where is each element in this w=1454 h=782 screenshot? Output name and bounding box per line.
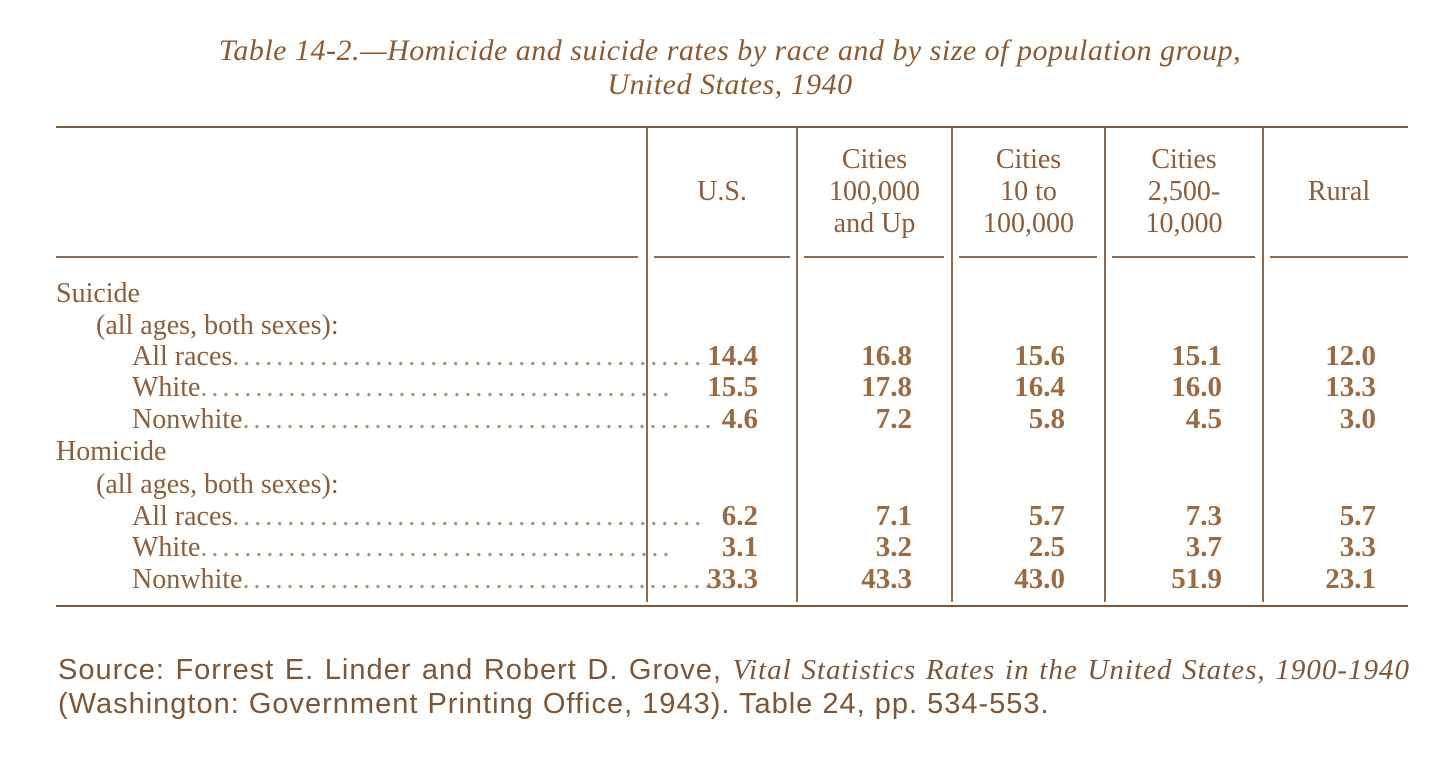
- table-bottom-rule: [56, 605, 1408, 607]
- table-cell: 13.3: [1325, 371, 1376, 403]
- caption-line-2: United States, 1940: [607, 68, 853, 101]
- table-cell: 14.4: [707, 340, 758, 372]
- table-cell: 3.1: [721, 531, 758, 563]
- column-header-cities-100000-up: Cities 100,000 and Up: [829, 144, 920, 239]
- table-cell: 7.2: [875, 403, 912, 435]
- table-cell: 15.6: [1014, 340, 1065, 372]
- row-label-white: White...........................................: [132, 532, 674, 563]
- table-caption: [60, 34, 1400, 102]
- column-header-cities-10-to-100000: Cities 10 to 100,000: [983, 144, 1074, 239]
- row-label-all-ages: (all ages, both sexes):: [96, 469, 339, 500]
- table-cell: 17.8: [861, 371, 912, 403]
- source-prefix: Source: Forrest E. Linder and Robert D. Grove,: [58, 654, 733, 686]
- row-label-white: White...........................................: [132, 372, 674, 403]
- table-cell: 5.7: [1028, 500, 1065, 532]
- table-cell: 3.7: [1185, 531, 1222, 563]
- table-top-rule: [56, 126, 1408, 128]
- table-cell: 16.0: [1171, 371, 1222, 403]
- row-label-suicide: Suicide: [56, 278, 140, 309]
- table-cell: 3.0: [1339, 403, 1376, 435]
- table-cell: 6.2: [721, 500, 758, 532]
- source-note: [58, 653, 1410, 721]
- table-cell: 7.3: [1185, 500, 1222, 532]
- table-cell: 15.1: [1171, 340, 1222, 372]
- header-bottom-rule: [654, 256, 790, 258]
- header-bottom-rule: [804, 256, 944, 258]
- table-cell: 23.1: [1325, 563, 1376, 595]
- column-header-us: U.S.: [697, 176, 747, 207]
- header-bottom-rule: [1112, 256, 1255, 258]
- table-cell: 15.5: [707, 371, 758, 403]
- table-cell: 16.4: [1014, 371, 1065, 403]
- row-label-all-races: All races...........................................: [132, 501, 706, 532]
- column-header-rural: Rural: [1307, 176, 1371, 207]
- caption-line-1: Table 14-2.—Homicide and suicide rates by race and by size of population group,: [218, 34, 1242, 67]
- table-cell: 3.2: [875, 531, 912, 563]
- table-cell: 43.3: [861, 563, 912, 595]
- source-title: Vital Statistics Rates in the United States, 1900-1940: [732, 654, 1411, 686]
- table-cell: 4.5: [1185, 403, 1222, 435]
- table-cell: 3.3: [1339, 531, 1376, 563]
- table-cell: 43.0: [1014, 563, 1065, 595]
- row-label-all-ages: (all ages, both sexes):: [96, 310, 339, 341]
- table-cell: 5.8: [1028, 403, 1065, 435]
- table-cell: 33.3: [707, 563, 758, 595]
- row-label-homicide: Homicide: [56, 436, 167, 467]
- table-cell: 4.6: [721, 403, 758, 435]
- source-suffix: (Washington: Government Printing Office, 1943). Table 24, pp. 534-553.: [58, 688, 1050, 720]
- row-label-nonwhite: Nonwhite...........................................: [132, 404, 716, 435]
- header-bottom-rule: [56, 256, 638, 258]
- table-cell: 12.0: [1325, 340, 1376, 372]
- table-cell: 16.8: [861, 340, 912, 372]
- column-header-cities-2500-10000: Cities 2,500- 10,000: [1145, 144, 1223, 239]
- table-cell: 5.7: [1339, 500, 1376, 532]
- table-cell: 2.5: [1028, 531, 1065, 563]
- table-cell: 7.1: [875, 500, 912, 532]
- row-label-all-races: All races...........................................: [132, 341, 706, 372]
- table-cell: 51.9: [1171, 563, 1222, 595]
- row-label-nonwhite: Nonwhite...........................................: [132, 564, 716, 595]
- header-bottom-rule: [959, 256, 1097, 258]
- header-bottom-rule: [1270, 256, 1408, 258]
